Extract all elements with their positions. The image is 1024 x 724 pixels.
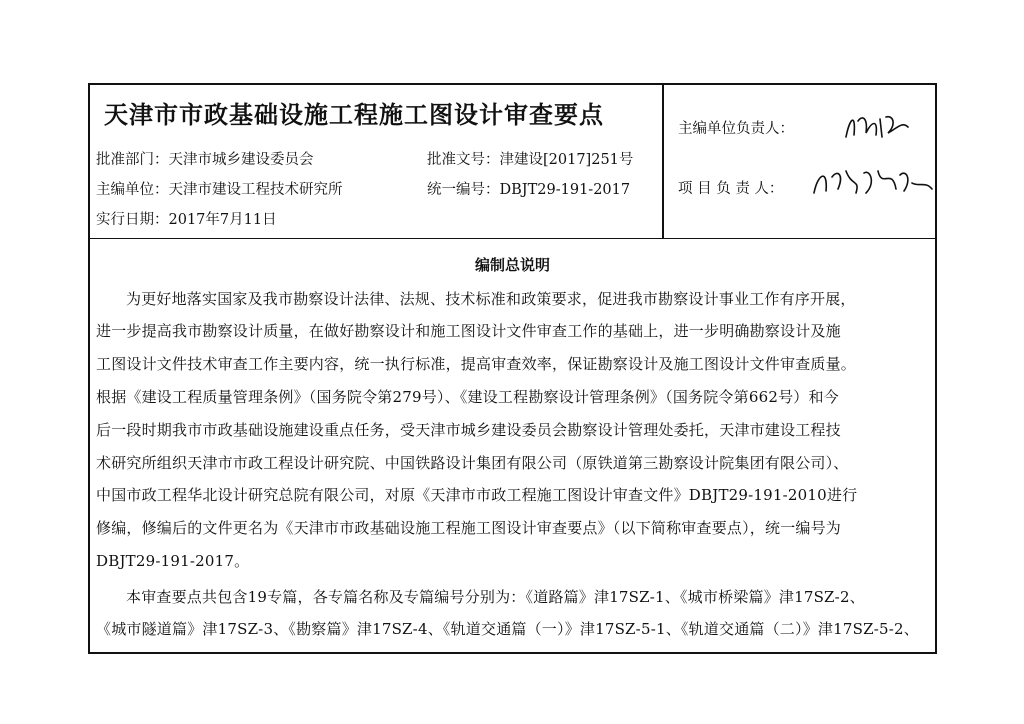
paragraph-line: 进一步提高我市勘察设计质量，在做好勘察设计和施工图设计文件审查工作的基础上，进一步明确勘察设计及施 [96,322,841,340]
document-header [90,85,935,239]
document-frame [88,83,937,654]
paragraph-line: 术研究所组织天津市市政工程设计研究院、中国铁路设计集团有限公司（原铁道第三勘察设计院集团有限公司）、 [96,454,849,472]
paragraph-line: 为更好地落实国家及我市勘察设计法律、法规、技术标准和政策要求，促进我市勘察设计事业工作有序开展， [126,290,856,308]
section-title: 编制总说明 [474,256,550,274]
paragraph-line: DBJT29-191-2017。 [96,552,250,570]
paragraph-line: 根据《建设工程质量管理条例》（国务院令第279号）、《建设工程勘察设计管理条例》（国务院令第662号）和今 [96,388,839,406]
approval-number: 批准文号：津建设[2017]251号 [427,152,634,168]
effective-date: 实行日期：2017年7月11日 [96,212,277,228]
unified-number: 统一编号：DBJT29-191-2017 [427,182,631,198]
paragraph-line: 《城市隧道篇》津17SZ-3、《勘察篇》津17SZ-4、《轨道交通篇（一）》津17SZ-5-1、《轨道交通篇（二）》津17SZ-5-2、 [96,620,919,638]
paragraph-line: 后一段时期我市市政基础设施建设重点任务，受天津市城乡建设委员会勘察设计管理处委托，天津市建设工程技 [96,421,841,439]
document-title: 天津市市政基础设施工程施工图设计审查要点 [104,101,604,129]
project-head-label: 项 目 负 责 人： [678,181,784,197]
paragraph-line: 中国市政工程华北设计研究总院有限公司，对原《天津市市政工程施工图设计审查文件》DBJT29-191-2010进行 [96,486,858,504]
paragraph-line: 工图设计文件技术审查工作主要内容，统一执行标准，提高审查效率，保证勘察设计及施工图设计文件审查质量。 [96,355,857,373]
paragraph-line: 修编，修编后的文件更名为《天津市市政基础设施工程施工图设计审查要点》（以下简称审查要点），统一编号为 [96,519,842,537]
project-head-signature [808,159,938,203]
chief-editor-unit: 主编单位：天津市建设工程技术研究所 [96,182,343,198]
approval-dept: 批准部门：天津市城乡建设委员会 [96,152,314,168]
unit-head-label: 主编单位负责人： [678,121,794,137]
unit-head-signature [838,107,918,147]
header-divider [662,85,664,238]
paragraph-line: 本审查要点共包含19专篇，各专篇名称及专篇编号分别为：《道路篇》津17SZ-1、《城市桥梁篇》津17SZ-2、 [126,588,865,606]
header-info [90,85,660,238]
